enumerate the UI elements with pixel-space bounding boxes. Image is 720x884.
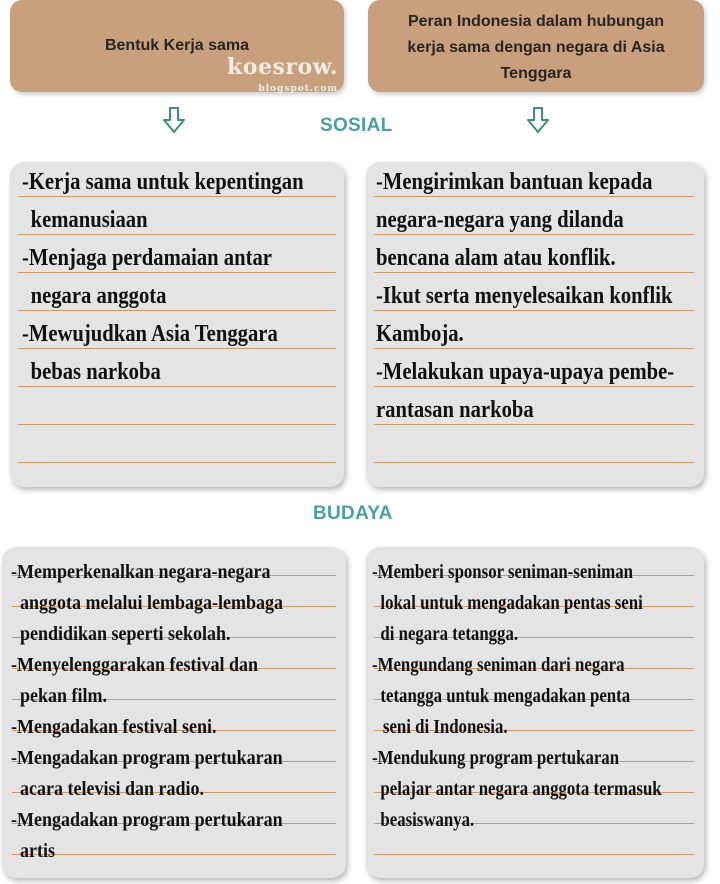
- text-line: tetangga untuk mengadakan penta: [380, 685, 631, 707]
- text-line: -Memberi sponsor seniman-seniman: [372, 561, 634, 583]
- text-line: -Menjaga perdamaian antar: [22, 245, 272, 271]
- sosial-peran-text: [376, 163, 711, 429]
- text-line: kemanusiaan: [30, 207, 148, 233]
- text-line: -Mengadakan program pertukaran: [11, 747, 283, 769]
- text-line: -Mengundang seniman dari negara: [372, 654, 625, 676]
- text-line: -Kerja sama untuk kepentingan: [22, 169, 304, 195]
- text-line: lokal untuk mengadakan pentas seni: [380, 592, 643, 614]
- text-line: beasiswanya.: [380, 809, 475, 831]
- text-line: anggota melalui lembaga-lembaga: [20, 592, 283, 614]
- watermark-logo: koesrow.: [227, 54, 338, 80]
- text-line: -Mewujudkan Asia Tenggara: [22, 321, 278, 347]
- text-line: -Mengirimkan bantuan kepada: [376, 169, 653, 195]
- text-line: bebas narkoba: [30, 359, 161, 385]
- header-right-line: Peran Indonesia dalam hubungan: [407, 13, 665, 30]
- budaya-peran-text: [372, 557, 708, 836]
- text-line: -Menyelenggarakan festival dan: [11, 654, 258, 676]
- down-arrow-icon: [161, 106, 187, 134]
- down-arrow-icon: [525, 106, 551, 134]
- header-left-title: Bentuk Kerja sama: [104, 37, 250, 54]
- text-line: -Ikut serta menyelesaikan konflik: [376, 283, 673, 309]
- header-right-line: kerja sama dengan negara di Asia: [407, 39, 665, 56]
- budaya-bentuk-text: [11, 557, 358, 867]
- text-line: acara televisi dan radio.: [20, 778, 204, 800]
- text-line: pendidikan seperti sekolah.: [20, 623, 231, 645]
- text-line: Kamboja.: [376, 321, 464, 347]
- text-line: seni di Indonesia.: [382, 716, 508, 738]
- text-line: di negara tetangga.: [380, 623, 519, 645]
- text-line: -Melakukan upaya-upaya pembe-: [376, 359, 675, 385]
- header-peran-indonesia: [368, 0, 704, 92]
- text-line: pelajar antar negara anggota termasuk: [380, 778, 662, 800]
- sosial-bentuk-text: [22, 163, 340, 391]
- text-line: rantasan narkoba: [376, 397, 534, 423]
- watermark-subtitle: blogspot.com: [258, 84, 338, 94]
- text-line: pekan film.: [20, 685, 108, 707]
- text-line: bencana alam atau konflik.: [376, 245, 616, 271]
- text-line: negara-negara yang dilanda: [376, 207, 624, 233]
- header-bentuk-kerja-sama: [10, 0, 344, 92]
- text-line: negara anggota: [30, 283, 167, 309]
- text-line: artis: [20, 840, 56, 862]
- section-title-budaya: BUDAYA: [313, 503, 393, 524]
- header-right-title: [407, 9, 664, 87]
- text-line: -Memperkenalkan negara-negara: [11, 561, 271, 583]
- section-title-sosial: SOSIAL: [320, 115, 393, 136]
- text-line: -Mendukung program pertukaran: [372, 747, 620, 769]
- text-line: -Mengadakan festival seni.: [11, 716, 217, 738]
- text-line: -Mengadakan program pertukaran: [11, 809, 283, 831]
- header-right-line: Tenggara: [500, 65, 572, 82]
